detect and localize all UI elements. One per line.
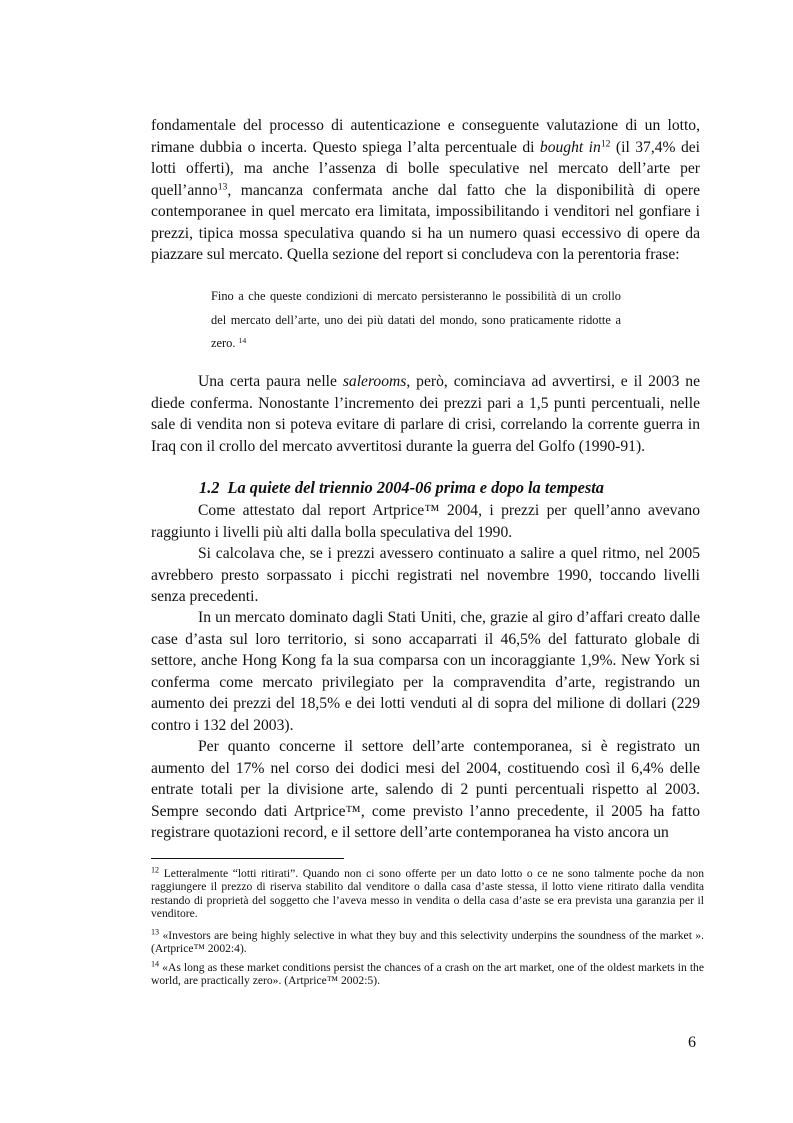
- footnote-ref-14[interactable]: 14: [238, 335, 247, 345]
- footnote-ref-12[interactable]: 12: [600, 138, 611, 150]
- section-number: 1.2: [199, 478, 220, 497]
- p2-text-a: Una certa paura nelle: [198, 373, 343, 390]
- footnote-12: [151, 867, 704, 920]
- footnote-12-text: Letteralmente “lotti ritirati”. Quando non ci sono offerte per un dato lotto o ce ne sono talmente poche da non raggiungere il prezzo di riserva stabilito dal venditore o dalla casa d’aste stessa, il lotto viene ritirato dalla vendita restando di proprietà del soggetto che l’aveva messo in vendita o della casa d’aste se era prevista una garanzia per il venditore.: [151, 867, 704, 920]
- footnote-13: [151, 929, 704, 956]
- p2-text-b: , però, cominciava ad avvertirsi, e il 2003 ne diede conferma. Nonostante l’incremento dei prezzi pari a 1,5 punti percentuali, nelle sale di vendita non si poteva evitare di parlare di crisi, correlando la corrente guerra in Iraq con il crollo del mercato avvertitosi durante la guerra del Golfo (1990-91).: [151, 373, 700, 455]
- footnote-13-text: «Investors are being highly selective in what they buy and this selectivity underpins the soundness of the market ». (Artprice™ 2002:4).: [151, 929, 704, 956]
- footnote-14-text: «As long as these market conditions persist the chances of a crash on the art market, one of the oldest markets in the world, are practically zero». (Artprice™ 2002:5).: [151, 961, 704, 988]
- p1-text-a: fondamentale del processo di autenticazione e conseguente valutazione di un lotto, rimane dubbia o incerta. Questo spiega l’alta percentuale di: [151, 117, 700, 156]
- section-heading: [199, 478, 604, 498]
- quote-text: Fino a che queste condizioni di mercato persisteranno le possibilità di un crollo del mercato dell’arte, uno dei più datati del mondo, sono praticamente ridotte a zero.: [211, 289, 621, 350]
- block-quote: [211, 285, 621, 356]
- p2-emphasis: salerooms: [342, 373, 407, 390]
- body-paragraph-1: [151, 115, 700, 266]
- page-number: 6: [688, 1034, 696, 1051]
- p1-text-b: (il 37,4% dei lotti offerti), ma anche l’assenza di bolle speculative nel mercato dell’arte per quell’anno: [151, 138, 700, 199]
- p1-emphasis: bought in: [539, 138, 601, 156]
- footnote-divider: [151, 858, 344, 859]
- footnote-12-number: 12: [151, 865, 160, 875]
- footnote-14-number: 14: [151, 959, 160, 969]
- p1-text-c: , mancanza confermata anche dal fatto che la disponibilità di opere contemporanee in quel mercato era limitata, impossibilitando i venditori nel gonfiare i prezzi, tipica mossa speculativa quando si ha un numero quasi eccessivo di opere da piazzare sul mercato. Quella sezione del report si concludeva con la perentoria frase:: [151, 181, 700, 263]
- body-paragraph-6: Per quanto concerne il settore dell’arte contemporanea, si è registrato un aumento del 17% nel corso dei dodici mesi del 2004, costituendo così il 6,4% delle entrate totali per la divisione arte, salendo di 2 punti percentuali rispetto al 2003. Sempre secondo dati Artprice™, come previsto l’anno precedente, il 2005 ha fatto registrare quotazioni record, e il settore dell’arte contemporanea ha visto ancora un: [151, 738, 700, 841]
- body-paragraph-2: [151, 371, 700, 457]
- footnote-13-number: 13: [151, 927, 160, 937]
- footnote-14: [151, 961, 704, 988]
- body-paragraph-4: Si calcolava che, se i prezzi avessero continuato a salire a quel ritmo, nel 2005 avrebbero presto sorpassato i picchi registrati nel novembre 1990, toccando livelli senza precedenti.: [151, 545, 700, 605]
- body-paragraph-3: Come attestato dal report Artprice™ 2004, i prezzi per quell’anno avevano raggiunto i livelli più alti dalla bolla speculativa del 1990.: [151, 502, 700, 541]
- section-title: La quiete del triennio 2004-06 prima e dopo la tempesta: [227, 478, 605, 497]
- body-paragraph-5: In un mercato dominato dagli Stati Uniti, che, grazie al giro d’affari creato dalle case d’asta sul loro territorio, si sono accaparrati il 46,5% del fatturato globale di settore, anche Hong Kong fa la sua comparsa con un incoraggiante 1,9%. New York si conferma come mercato privilegiato per la compravendita d’arte, registrando un aumento dei prezzi del 18,5% e dei lotti venduti al di sopra del milione di dollari (229 contro i 132 del 2003).: [151, 609, 700, 734]
- footnote-ref-13[interactable]: 13: [217, 181, 228, 193]
